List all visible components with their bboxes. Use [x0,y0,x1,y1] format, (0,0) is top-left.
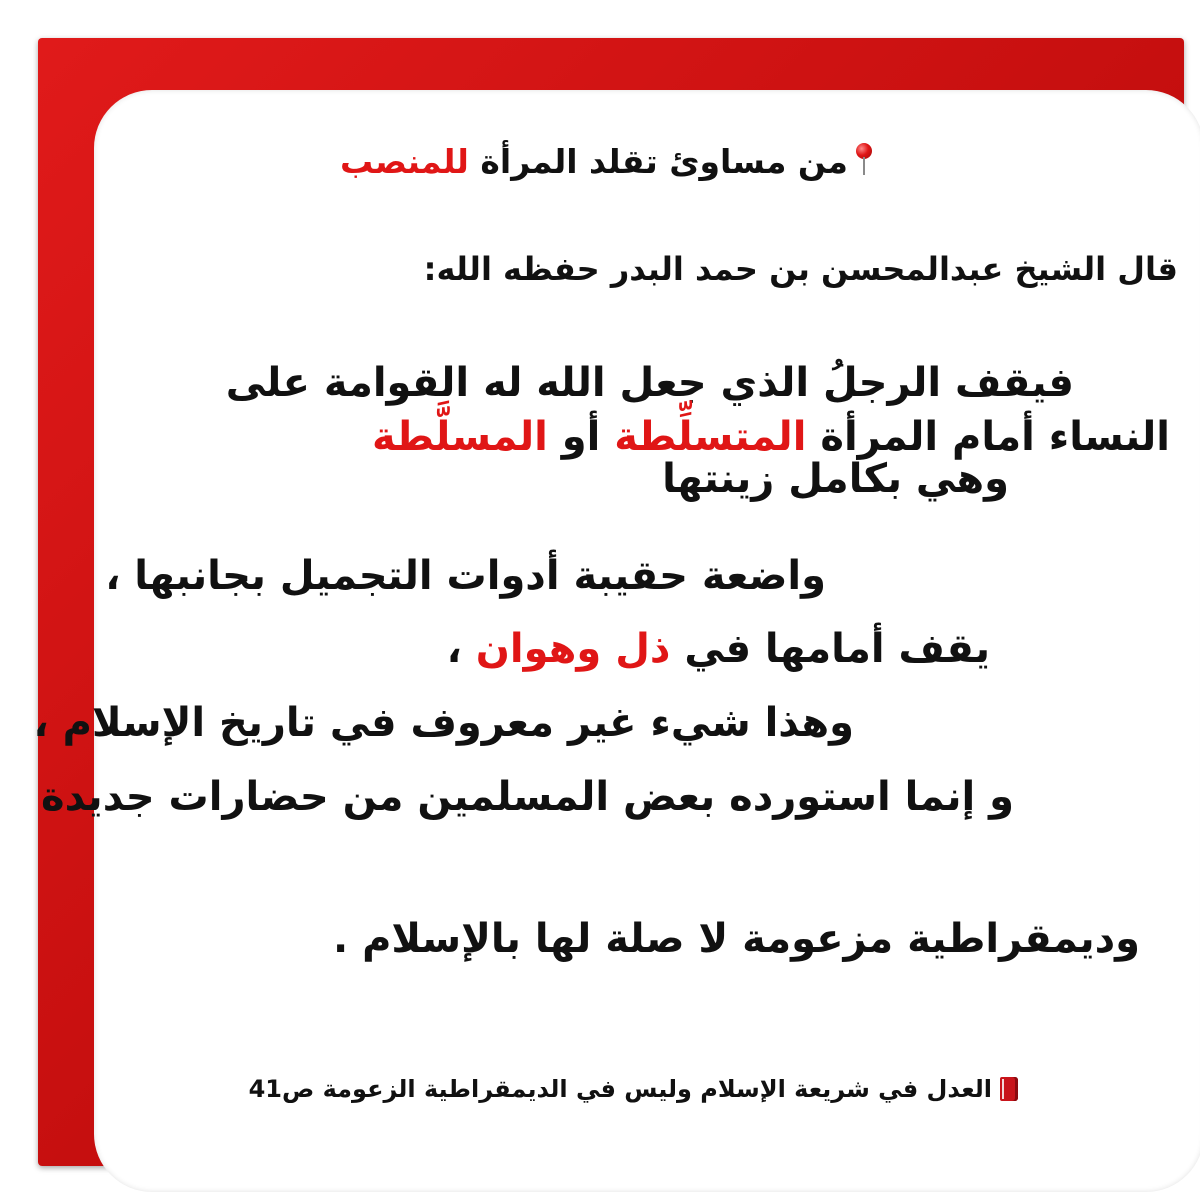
quote-line-2-prefix: النساء أمام المرأة [806,414,1170,460]
quote-line-5-suffix: ، [446,626,476,672]
quote-line-3: وهي بكامل زينتها [662,456,1009,502]
quote-line-8: وديمقراطية مزعومة لا صلة لها بالإسلام . [332,916,1140,962]
quote-highlight-3: ذل وهوان [475,626,671,672]
speaker-line: قال الشيخ عبدالمحسن بن حمد البدر حفظه الله: [423,250,1178,288]
title-text: من مساوئ تقلد المرأة [468,142,848,181]
quote-line-5 [447,626,990,672]
page-title [340,142,874,181]
book-icon [1000,1077,1018,1101]
quote-line-6: وهذا شيء غير معروف في تاريخ الإسلام ، [33,700,854,746]
quote-line-2-mid: أو [547,414,615,460]
reference-line [249,1075,1018,1103]
quote-highlight-1: المتسلِّطة [614,414,807,460]
reference-text: العدل في شريعة الإسلام وليس في الديمقراطية الزعومة ص41 [248,1075,992,1103]
quote-line-2 [372,414,1170,460]
quote-highlight-2: المسلَّطة [372,414,548,460]
quote-line-4: واضعة حقيبة أدوات التجميل بجانبها ، [105,553,826,599]
title-highlight: للمنصب [340,142,469,181]
red-frame [33,38,1184,1166]
quote-line-1: فيقف الرجلُ الذي جعل الله له القوامة على [225,360,1074,406]
content-card [33,90,1200,1192]
quote-line-7: و إنما استورده بعض المسلمين من حضارات جديدة [40,774,1014,820]
pin-icon [852,143,874,177]
quote-line-5-prefix: يقف أمامها في [670,626,990,672]
